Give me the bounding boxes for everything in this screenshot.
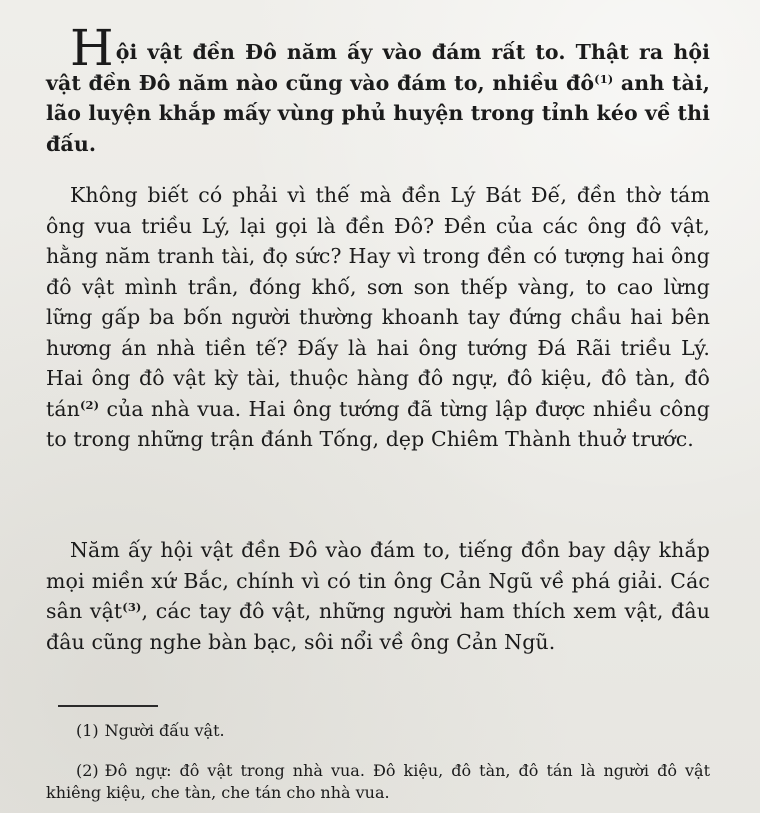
paragraph-2-body: Không biết có phải vì thế mà đền Lý Bát Đế, đền thờ tám ông vua triều Lý, lại gọi là đền Đô? Đền của các ông đô vật, hằng năm tranh tài, đọ sức? Hay vì trong đền có tượng hai ông đô vật mình trần, đóng khố, sơn son thếp vàng, to cao lừng lững gấp ba bốn người thường khoanh tay đứng chầu hai bên hương án nhà tiền tế? Đấy là hai ông tướng Đá Rãi triều Lý. Hai ông đô vật kỳ tài, thuộc hàng đô ngự, đô kiệu, đô tàn, đô tán — [46, 183, 710, 421]
paragraph-1-text — [46, 19, 710, 159]
paragraph-3 — [46, 535, 710, 657]
footnote-2-number: (2) — [76, 761, 99, 780]
paragraph-2 — [46, 180, 710, 455]
footnote-divider — [58, 705, 158, 707]
footnote-1-number: (1) — [76, 721, 99, 740]
paragraph-2-text — [46, 180, 710, 455]
footnote-2-text: Đô ngự: đô vật trong nhà vua. Đô kiệu, đô tàn, đô tán là người đô vật khiêng kiệu, che tàn, che tán cho nhà vua. — [46, 761, 710, 802]
paragraph-3-text — [46, 535, 710, 657]
drop-cap: H — [70, 19, 114, 77]
footnote-2 — [46, 760, 710, 804]
paragraph-3-body: Năm ấy hội vật đền Đô vào đám to, tiếng đồn bay dậy khắp mọi miền xứ Bắc, chính vì có tin ông Cản Ngũ về phá giải. Các sân vật — [46, 538, 710, 623]
paragraph-1-body: vật đền Đô năm nào cũng vào đám to, nhiều đô — [46, 70, 595, 95]
paragraph-1 — [46, 19, 710, 159]
paragraph-1-lead: ội vật đền Đô năm ấy vào đám rất to. — [115, 40, 576, 64]
paragraph-1-bold: Thật ra hội — [575, 40, 710, 64]
paragraph-2-end: của nhà vua. Hai ông tướng đã từng lập được nhiều công to trong những trận đánh Tống, dẹp Chiêm Thành thuở trước. — [46, 396, 710, 451]
footnote-1 — [46, 720, 710, 742]
paragraph-1-end: anh tài, lão luyện khắp mấy vùng phủ huyện trong tỉnh kéo về thi đấu. — [46, 70, 710, 156]
paragraph-3-end: , các tay đô vật, những người ham thích xem vật, đâu đâu cũng nghe bàn bạc, sôi nổi về ông Cản Ngũ. — [46, 599, 711, 654]
footnote-ref-2: (2) — [79, 397, 100, 412]
footnote-ref-3: (3) — [122, 600, 142, 614]
footnote-ref-1: (1) — [594, 71, 614, 86]
footnote-1-text: Người đấu vật. — [104, 721, 225, 740]
